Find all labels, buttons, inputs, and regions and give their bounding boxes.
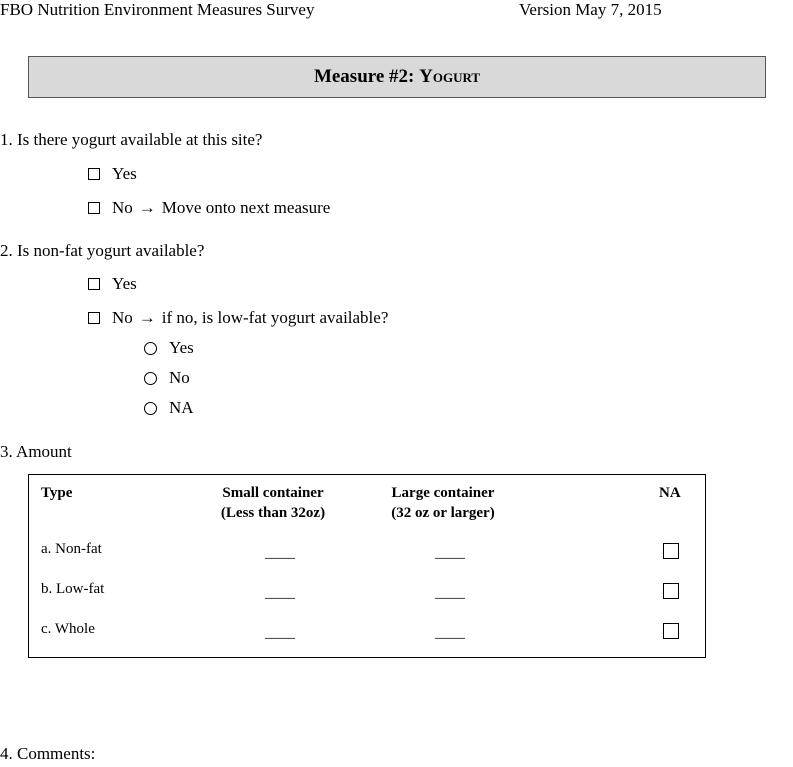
q2-option-no-label: No [112,308,133,327]
header-small-line1: Small container [222,485,324,501]
version-label: Version May 7, 2015 [519,0,662,19]
radio-icon[interactable] [144,372,157,385]
arrow-right-icon: → [138,198,156,217]
question-4: 4. Comments: [0,744,96,763]
na-checkbox[interactable] [663,583,679,599]
header-large-line2: (32 oz or larger) [391,505,495,521]
row-label-nonfat: a. Non-fat [41,541,102,557]
question-1: 1. Is there yogurt available at this site? [0,130,263,149]
small-container-input[interactable]: ____ [265,585,295,601]
q2-sub-option-label: NA [169,398,194,417]
large-container-input[interactable]: ____ [435,545,465,561]
q2-sub-option-na[interactable] [144,398,194,418]
q1-option-no[interactable] [88,198,330,218]
small-container-input[interactable]: ____ [265,545,295,561]
header-small-line2: (Less than 32oz) [220,505,326,521]
na-checkbox[interactable] [663,623,679,639]
checkbox-icon[interactable] [88,312,100,324]
header-na: NA [659,485,681,501]
row-label-lowfat: b. Low-fat [41,581,105,597]
q1-option-no-label: No [112,198,133,217]
q2-sub-option-yes[interactable] [144,338,194,358]
radio-icon[interactable] [144,342,157,355]
q2-sub-option-label: Yes [169,338,194,357]
small-container-input[interactable]: ____ [265,625,295,641]
measure-title [28,56,766,98]
header-small-container [201,483,345,523]
large-container-input[interactable]: ____ [435,625,465,641]
q2-sub-option-no[interactable] [144,368,190,388]
header-type: Type [41,485,73,501]
q2-option-yes[interactable] [88,274,137,294]
radio-icon[interactable] [144,402,157,415]
row-label-whole: c. Whole [41,621,95,637]
header-large-line1: Large container [391,485,495,501]
amount-table [28,474,706,658]
arrow-right-icon: → [138,308,156,327]
q2-no-followup: if no, is low-fat yogurt available? [161,308,389,327]
large-container-input[interactable]: ____ [435,585,465,601]
survey-title: FBO Nutrition Environment Measures Survey [0,0,315,19]
question-3: 3. Amount [0,442,72,461]
q2-option-yes-label: Yes [112,274,137,293]
checkbox-icon[interactable] [88,168,100,180]
header-large-container [371,483,515,523]
q1-no-followup: Move onto next measure [161,198,331,217]
q2-sub-option-label: No [169,368,190,387]
measure-title-name: Yogurt [419,66,481,87]
measure-title-prefix: Measure #2: [313,66,415,87]
q1-option-yes[interactable] [88,164,137,184]
q2-option-no[interactable] [88,308,388,328]
checkbox-icon[interactable] [88,278,100,290]
na-checkbox[interactable] [663,543,679,559]
checkbox-icon[interactable] [88,202,100,214]
question-2: 2. Is non-fat yogurt available? [0,241,205,260]
q1-option-yes-label: Yes [112,164,137,183]
